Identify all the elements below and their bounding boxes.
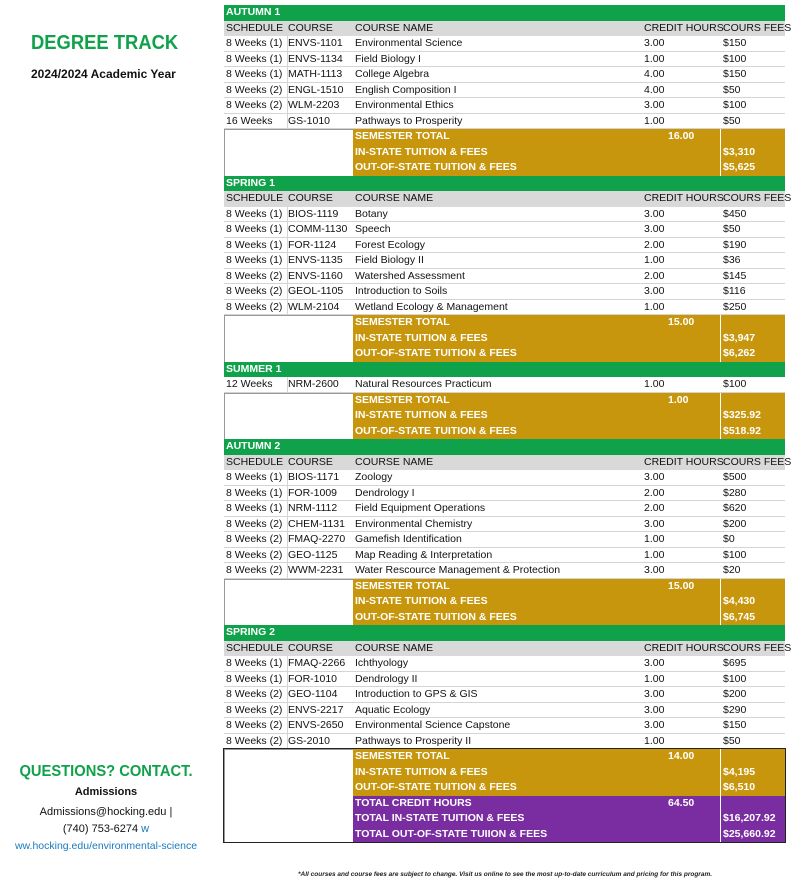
course-code-cell: ENVS-1134: [288, 52, 343, 65]
col-course-name: COURSE NAME: [355, 192, 434, 204]
course-code-cell: ENVS-2217: [288, 703, 344, 716]
course-name-cell: Speech: [355, 223, 391, 235]
schedule-cell: 12 Weeks: [226, 378, 273, 390]
credit-hours-cell: 1.00: [644, 300, 665, 313]
admissions-phone[interactable]: (740) 753-6274: [62, 823, 139, 835]
out-state-tuition-row-divider: [720, 346, 721, 362]
table-row: [224, 222, 785, 238]
out-state-tuition-row-divider: [720, 160, 721, 176]
in-state-tuition-row-divider: [720, 594, 721, 610]
schedule-cell: 8 Weeks (2): [226, 734, 283, 747]
course-fee-cell: $100: [723, 99, 747, 111]
table-row: [224, 703, 785, 719]
course-fee-cell: $100: [723, 672, 747, 685]
course-code-cell: WWM-2231: [288, 564, 344, 576]
out-state-tuition-row: [224, 160, 785, 176]
col-course-fees: COURS FEES: [723, 192, 792, 204]
course-code-cell: NRM-2600: [288, 378, 339, 390]
course-fee-cell: $145: [723, 269, 747, 282]
credit-hours-cell: 2.00: [644, 486, 665, 499]
course-code-cell: WLM-2104: [288, 300, 340, 313]
schedule-cell: 8 Weeks (2): [226, 533, 283, 545]
credit-hours-cell: 1.00: [644, 378, 665, 390]
semester-summary: [224, 315, 785, 362]
credit-hours-cell: 3.00: [644, 564, 665, 576]
semester-total-row-label: SEMESTER TOTAL: [355, 750, 450, 762]
semester-total-row: [224, 749, 785, 765]
out-state-tuition-row-label: OUT-OF-STATE TUITION & FEES: [355, 610, 517, 623]
credit-hours-cell: 1.00: [644, 114, 665, 127]
course-name-cell: Forest Ecology: [355, 238, 426, 251]
col-credit-hours: CREDIT HOURS: [644, 192, 724, 204]
credit-hours-cell: 1.00: [644, 254, 665, 266]
course-fee-cell: $100: [723, 52, 747, 65]
column-header-row: [224, 191, 792, 207]
in-state-tuition-row: [224, 408, 785, 424]
schedule-cell: 8 Weeks (2): [226, 703, 283, 716]
table-row: [224, 470, 785, 486]
course-name-cell: Pathways to Prosperity II: [355, 734, 472, 747]
course-code-cell: FOR-1010: [288, 672, 338, 685]
schedule-cell: 8 Weeks (2): [226, 83, 283, 96]
in-state-tuition-row: [224, 331, 785, 347]
course-code-cell: ENVS-1135: [288, 254, 343, 266]
course-fee-cell: $50: [723, 734, 741, 747]
course-code-cell: FMAQ-2270: [288, 533, 346, 545]
col-course-fees: COURS FEES: [723, 455, 792, 468]
course-name-cell: Pathways to Prosperity: [355, 114, 463, 127]
course-fee-cell: $50: [723, 114, 741, 127]
semester-total-row-divider: [720, 315, 721, 331]
academic-year: 2024/2024 Academic Year: [31, 67, 176, 81]
course-fee-cell: $500: [723, 471, 747, 483]
schedule-cell: 8 Weeks (1): [226, 223, 283, 235]
semester-header: [224, 625, 785, 641]
credit-hours-cell: 1.00: [644, 548, 665, 561]
credit-hours-cell: 3.00: [644, 517, 665, 530]
course-name-cell: Introduction to GPS & GIS: [355, 688, 478, 700]
course-fee-cell: $150: [723, 719, 747, 731]
program-url-link[interactable]: ww.hocking.edu/environmental-science: [14, 840, 198, 852]
course-name-cell: Dendrology I: [355, 486, 415, 499]
credit-hours-cell: 3.00: [644, 207, 665, 220]
out-state-tuition-row-divider: [720, 610, 721, 626]
total-credit-hours-row-value: 64.50: [668, 796, 695, 809]
table-row: [224, 687, 785, 703]
course-fee-cell: $280: [723, 486, 747, 499]
col-course: COURSE: [288, 641, 333, 654]
schedule-cell: 8 Weeks (2): [226, 517, 283, 530]
column-header-row: [224, 455, 792, 471]
semester-total-row-value: 16.00: [668, 130, 695, 142]
out-state-value: $5,625: [723, 161, 756, 173]
course-fee-cell: $100: [723, 378, 747, 390]
col-course-name: COURSE NAME: [355, 641, 434, 654]
table-row: [224, 563, 785, 579]
in-state-tuition-row: [224, 594, 785, 610]
table-row: [224, 501, 785, 517]
course-name-cell: Watershed Assessment: [355, 269, 465, 282]
table-row: [224, 98, 785, 114]
course-code-cell: COMM-1130: [288, 223, 348, 235]
table-row: [224, 83, 785, 99]
course-name-cell: Water Rescource Management & Protection: [355, 564, 561, 576]
schedule-cell: 8 Weeks (1): [226, 207, 283, 220]
table-row: [224, 377, 785, 393]
total-out-state-value: $25,660.92: [723, 827, 776, 840]
course-name-cell: Environmental Ethics: [355, 99, 454, 111]
semester-name: SPRING 1: [226, 176, 276, 189]
credit-hours-cell: 2.00: [644, 269, 665, 282]
table-row: [224, 207, 785, 223]
schedule-cell: 8 Weeks (1): [226, 52, 283, 65]
credit-hours-cell: 2.00: [644, 238, 665, 251]
total-credit-hours-row-divider: [720, 796, 721, 812]
semester-total-row: [224, 315, 785, 331]
in-state-tuition-row: [224, 145, 785, 161]
semester-total-row-label: SEMESTER TOTAL: [355, 393, 450, 406]
course-code-cell: GEO-1104: [288, 688, 338, 700]
table-row: [224, 114, 785, 130]
in-state-tuition-row-label: IN-STATE TUITION & FEES: [355, 331, 488, 344]
total-out-state-row-label: TOTAL OUT-OF-STATE TUIION & FEES: [355, 827, 548, 840]
semester-total-row: [224, 393, 785, 409]
semester-header: [224, 362, 785, 378]
course-name-cell: Aquatic Ecology: [355, 703, 431, 716]
credit-hours-cell: 1.00: [644, 533, 665, 545]
credit-hours-cell: 3.00: [644, 471, 665, 483]
credit-hours-cell: 1.00: [644, 672, 665, 685]
col-course-name: COURSE NAME: [355, 455, 434, 468]
course-code-cell: ENGL-1510: [288, 83, 344, 96]
semester-summary: [224, 393, 785, 440]
table-row: [224, 517, 785, 533]
semester-total-row: [224, 129, 785, 145]
semester-name: SUMMER 1: [226, 362, 282, 375]
out-state-tuition-row: [224, 610, 785, 626]
course-name-cell: Field Biology II: [355, 254, 424, 266]
out-state-tuition-row: [224, 780, 785, 796]
credit-hours-cell: 4.00: [644, 68, 665, 80]
course-code-cell: GEOL-1105: [288, 285, 344, 297]
schedule-cell: 8 Weeks (1): [226, 657, 283, 669]
out-state-value: $518.92: [723, 424, 761, 437]
out-state-tuition-row-divider: [720, 424, 721, 440]
schedule-cell: 8 Weeks (2): [226, 688, 283, 700]
col-course: COURSE: [288, 455, 333, 468]
semester-total-row-divider: [720, 393, 721, 409]
semester-total-row-value: 15.00: [668, 316, 695, 328]
total-in-state-row: [224, 811, 785, 827]
total-credit-hours-row-label: TOTAL CREDIT HOURS: [355, 796, 472, 809]
admissions-email[interactable]: Admissions@hocking.edu |: [39, 806, 173, 818]
course-name-cell: English Composition I: [355, 83, 457, 96]
credit-hours-cell: 3.00: [644, 719, 665, 731]
course-name-cell: Environmental Science Capstone: [355, 719, 511, 731]
course-code-cell: GS-1010: [288, 114, 331, 127]
course-code-cell: NRM-1112: [288, 502, 338, 514]
credit-hours-cell: 1.00: [644, 734, 665, 747]
course-name-cell: Environmental Science: [355, 37, 463, 49]
course-code-cell: GEO-1125: [288, 548, 338, 561]
table-row: [224, 284, 785, 300]
credit-hours-cell: 3.00: [644, 688, 665, 700]
out-state-tuition-row-label: OUT-OF-STATE TUITION & FEES: [355, 347, 517, 359]
credit-hours-cell: 3.00: [644, 37, 665, 49]
course-code-cell: BIOS-1119: [288, 207, 339, 220]
degree-track-table: [224, 5, 792, 842]
course-fee-cell: $150: [723, 37, 747, 49]
credit-hours-cell: 3.00: [644, 223, 665, 235]
semester-name: SPRING 2: [226, 626, 276, 638]
course-code-cell: MATH-1113: [288, 68, 343, 80]
in-state-tuition-row-label: IN-STATE TUITION & FEES: [355, 765, 488, 778]
schedule-cell: 8 Weeks (2): [226, 548, 283, 561]
column-header-row: [224, 21, 792, 37]
semester-summary: [224, 749, 785, 842]
course-code-cell: GS-2010: [288, 734, 331, 747]
semester-name: AUTUMN 2: [226, 440, 281, 452]
course-code-cell: ENVS-1160: [288, 269, 343, 282]
col-course-fees: COURS FEES: [723, 641, 792, 654]
url-prefix[interactable]: w: [141, 823, 150, 835]
course-name-cell: Zoology: [355, 471, 393, 483]
semester-total-row-label: SEMESTER TOTAL: [355, 316, 450, 328]
schedule-cell: 8 Weeks (2): [226, 300, 283, 313]
course-code-cell: WLM-2203: [288, 99, 340, 111]
course-fee-cell: $290: [723, 703, 747, 716]
semester-total-row-divider: [720, 579, 721, 595]
schedule-cell: 8 Weeks (1): [226, 68, 283, 80]
schedule-cell: 8 Weeks (1): [226, 238, 283, 251]
credit-hours-cell: 1.00: [644, 52, 665, 65]
table-row: [224, 52, 785, 68]
in-state-tuition-row-label: IN-STATE TUITION & FEES: [355, 145, 488, 158]
total-in-state-value: $16,207.92: [723, 812, 776, 824]
col-schedule: SCHEDULE: [226, 21, 284, 34]
course-fee-cell: $0: [723, 533, 735, 545]
schedule-cell: 8 Weeks (1): [226, 471, 283, 483]
course-code-cell: ENVS-1101: [288, 37, 343, 49]
out-state-value: $6,745: [723, 610, 756, 623]
credit-hours-cell: 3.00: [644, 657, 665, 669]
in-state-value: $4,195: [723, 765, 756, 778]
schedule-cell: 8 Weeks (2): [226, 99, 283, 111]
questions-heading: QUESTIONS? CONTACT.: [19, 763, 193, 780]
table-row: [224, 300, 785, 316]
credit-hours-cell: 3.00: [644, 703, 665, 716]
course-fee-cell: $200: [723, 688, 747, 700]
course-fee-cell: $250: [723, 300, 747, 313]
table-row: [224, 486, 785, 502]
course-code-cell: FOR-1009: [288, 486, 338, 499]
out-state-value: $6,510: [723, 781, 756, 793]
course-fee-cell: $36: [723, 254, 741, 266]
course-fee-cell: $200: [723, 517, 747, 530]
out-state-tuition-row-label: OUT-OF-STATE TUITION & FEES: [355, 781, 517, 793]
course-code-cell: FOR-1124: [288, 238, 337, 251]
schedule-cell: 16 Weeks: [226, 114, 273, 127]
total-credit-hours-row: [224, 796, 785, 812]
table-row: [224, 734, 785, 750]
in-state-tuition-row-divider: [720, 331, 721, 347]
course-name-cell: Ichthyology: [355, 657, 409, 669]
col-credit-hours: CREDIT HOURS: [644, 641, 724, 654]
course-fee-cell: $450: [723, 207, 747, 220]
schedule-cell: 8 Weeks (2): [226, 285, 283, 297]
in-state-tuition-row-divider: [720, 145, 721, 161]
course-name-cell: Natural Resources Practicum: [355, 378, 492, 390]
table-row: [224, 67, 785, 83]
out-state-tuition-row: [224, 424, 785, 440]
admissions-label: Admissions: [74, 786, 138, 798]
total-out-state-row: [224, 827, 785, 843]
semester-name: AUTUMN 1: [226, 6, 281, 18]
schedule-cell: 8 Weeks (1): [226, 672, 283, 685]
table-row: [224, 532, 785, 548]
course-name-cell: Map Reading & Interpretation: [355, 548, 493, 561]
col-schedule: SCHEDULE: [226, 192, 284, 204]
col-course-name: COURSE NAME: [355, 21, 434, 34]
semester-total-row-value: 14.00: [668, 750, 695, 762]
schedule-cell: 8 Weeks (1): [226, 486, 283, 499]
schedule-cell: 8 Weeks (2): [226, 719, 283, 731]
course-name-cell: Gamefish Identification: [355, 533, 462, 545]
table-row: [224, 238, 785, 254]
in-state-value: $325.92: [723, 409, 761, 421]
col-course: COURSE: [288, 21, 333, 34]
semester-total-row-value: 1.00: [668, 393, 689, 406]
column-header-row: [224, 641, 792, 657]
semester-total-row-label: SEMESTER TOTAL: [355, 579, 450, 592]
course-name-cell: College Algebra: [355, 68, 430, 80]
semester-header: [224, 439, 785, 455]
credit-hours-cell: 4.00: [644, 83, 665, 96]
course-name-cell: Introduction to Soils: [355, 285, 448, 297]
in-state-value: $3,947: [723, 331, 756, 344]
col-credit-hours: CREDIT HOURS: [644, 21, 724, 34]
in-state-tuition-row-divider: [720, 408, 721, 424]
footnote: *All courses and course fees are subject to change. Visit us online to see the most up-to-date curriculum and pricing for this program.: [298, 871, 713, 878]
table-row: [224, 36, 785, 52]
course-fee-cell: $150: [723, 68, 747, 80]
course-name-cell: Field Biology I: [355, 52, 421, 65]
col-credit-hours: CREDIT HOURS: [644, 455, 724, 468]
degree-track-title: DEGREE TRACK: [31, 32, 179, 54]
in-state-tuition-row-divider: [720, 765, 721, 781]
table-row: [224, 718, 785, 734]
course-code-cell: BIOS-1171: [288, 471, 340, 483]
course-fee-cell: $20: [723, 564, 741, 576]
semester-summary: [224, 579, 785, 626]
table-row: [224, 548, 785, 564]
admissions-phone-line: [0, 823, 212, 835]
semester-total-row: [224, 579, 785, 595]
course-fee-cell: $620: [723, 502, 747, 514]
schedule-cell: 8 Weeks (1): [226, 254, 283, 266]
table-row: [224, 672, 785, 688]
sidebar: [0, 0, 212, 882]
schedule-cell: 8 Weeks (2): [226, 269, 283, 282]
schedule-cell: 8 Weeks (1): [226, 37, 283, 49]
schedule-cell: 8 Weeks (2): [226, 564, 283, 576]
course-fee-cell: $50: [723, 83, 741, 96]
table-row: [224, 269, 785, 285]
semester-header: [224, 5, 785, 21]
semester-total-row-value: 15.00: [668, 579, 695, 592]
course-name-cell: Field Equipment Operations: [355, 502, 486, 514]
in-state-value: $4,430: [723, 595, 756, 607]
course-name-cell: Environmental Chemistry: [355, 517, 473, 530]
in-state-tuition-row-label: IN-STATE TUITION & FEES: [355, 409, 488, 421]
out-state-tuition-row: [224, 346, 785, 362]
course-code-cell: ENVS-2650: [288, 719, 344, 731]
course-code-cell: FMAQ-2266: [288, 657, 346, 669]
semester-total-row-divider: [720, 749, 721, 765]
total-in-state-row-divider: [720, 811, 721, 827]
in-state-tuition-row-label: IN-STATE TUITION & FEES: [355, 595, 488, 607]
course-fee-cell: $50: [723, 223, 741, 235]
in-state-value: $3,310: [723, 145, 756, 158]
course-name-cell: Wetland Ecology & Management: [355, 300, 508, 313]
col-course-fees: COURS FEES: [723, 21, 792, 34]
total-in-state-row-label: TOTAL IN-STATE TUITION & FEES: [355, 812, 525, 824]
out-state-tuition-row-label: OUT-OF-STATE TUITION & FEES: [355, 161, 517, 173]
col-course: COURSE: [288, 192, 333, 204]
course-fee-cell: $100: [723, 548, 747, 561]
credit-hours-cell: 3.00: [644, 285, 665, 297]
table-row: [224, 253, 785, 269]
out-state-value: $6,262: [723, 347, 756, 359]
schedule-cell: 8 Weeks (1): [226, 502, 283, 514]
col-schedule: SCHEDULE: [226, 455, 284, 468]
total-out-state-row-divider: [720, 827, 721, 843]
credit-hours-cell: 2.00: [644, 502, 665, 514]
semester-total-row-label: SEMESTER TOTAL: [355, 130, 450, 142]
course-name-cell: Botany: [355, 207, 388, 220]
course-fee-cell: $695: [723, 657, 747, 669]
course-name-cell: Dendrology II: [355, 672, 418, 685]
course-fee-cell: $116: [723, 285, 746, 297]
credit-hours-cell: 3.00: [644, 99, 665, 111]
course-code-cell: CHEM-1131: [288, 517, 345, 530]
col-schedule: SCHEDULE: [226, 641, 284, 654]
semester-summary: [224, 129, 785, 176]
course-fee-cell: $190: [723, 238, 747, 251]
in-state-tuition-row: [224, 765, 785, 781]
semester-header: [224, 176, 785, 192]
semester-total-row-divider: [720, 129, 721, 145]
out-state-tuition-row-label: OUT-OF-STATE TUITION & FEES: [355, 424, 517, 437]
table-row: [224, 656, 785, 672]
out-state-tuition-row-divider: [720, 780, 721, 796]
